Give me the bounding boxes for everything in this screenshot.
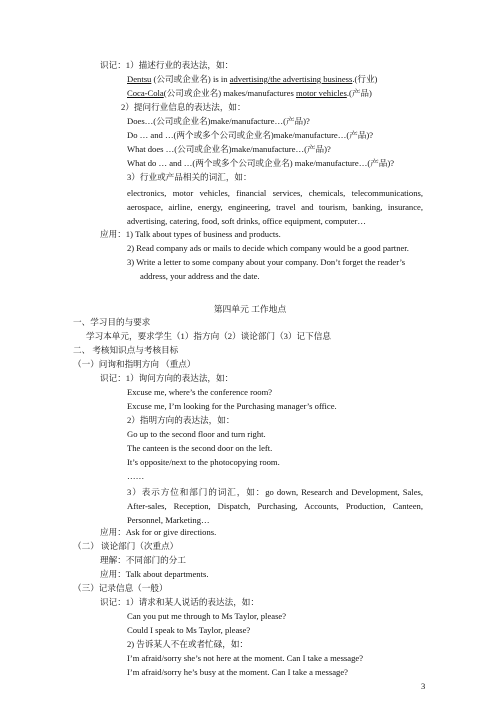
text-line: Does…(公司或企业名)make/manufacture…(产品)? (127, 116, 310, 126)
text-line: I’m afraid/sorry he’s busy at the moment. Can I take a message? (127, 667, 348, 677)
text-line (127, 74, 377, 85)
subsection-heading: （二） 谈论部门（次重点） (73, 541, 179, 551)
product-term: motor vehicles (295, 88, 347, 98)
text-line: It’s opposite/next to the photocopying room. (127, 457, 280, 467)
text-line: 识记：1）描述行业的表达法，如： (100, 60, 234, 70)
text-line: I’m afraid/sorry she’s not here at the moment. Can I take a message? (127, 653, 364, 663)
text-line: 识记：1）请求和某人说话的表达法，如： (100, 597, 259, 607)
text-line: 应用：Talk about departments. (100, 569, 209, 579)
text-line: address, your address and the date. (140, 271, 260, 281)
text-line: 2) 告诉某人不在或者忙碌，如： (127, 639, 249, 649)
text-line: 学习本单元，要求学生（1）指方向（2）谈论部门（3）记下信息 (86, 331, 331, 341)
section-heading: 一、学习目的与要求 (73, 317, 151, 327)
text-span: (公司或企业名) makes/manufactures (163, 88, 296, 98)
vocabulary-paragraph: 3）表示方位和部门的词汇，如：go down, Research and Development, Sales, After-sales, Reception, Dispatch, Purchasing, Accounts, Production, Canteen, Personnel, Marketing… (127, 487, 423, 525)
vocabulary-paragraph: electronics, motor vehicles, financial services, chemicals, telecommunications, aerospace, airline, energy, engineering, travel and tourism, banking, insurance, advertising, catering, food, soft drinks, office equipment, computer… (127, 188, 423, 226)
text-line: What does …(公司或企业名)make/manufacture…(产品)? (127, 144, 331, 154)
text-line: …… (127, 471, 145, 481)
text-line: Can you put me through to Ms Taylor, please? (127, 611, 287, 621)
text-line: Do … and …(两个或多个公司或企业名)make/manufacture…(产品)? (127, 130, 374, 140)
text-line: Could I speak to Ms Taylor, please? (127, 625, 251, 635)
industry-term: advertising/the advertising business (229, 74, 353, 84)
text-line: Excuse me, where’s the conference room? (127, 387, 273, 397)
text-line: 2）指明方向的表达法，如： (127, 415, 235, 425)
text-line: The canteen is the second door on the left. (127, 443, 273, 453)
section-heading: 二、 考核知识点与考核目标 (73, 345, 179, 355)
page-number: 3 (421, 681, 426, 691)
text-line: 3) Write a letter to some company about your company. Don’t forget the reader’s (127, 257, 406, 267)
text-line: 2) Read company ads or mails to decide which company would be a good partner. (127, 243, 409, 253)
company-name: Dentsu (127, 74, 152, 84)
text-line (127, 88, 372, 99)
text-line: Excuse me, I’m looking for the Purchasing manager’s office. (127, 401, 337, 411)
text-line: 2）提问行业信息的表达法，如： (121, 102, 246, 112)
text-line: Go up to the second floor and turn right. (127, 429, 266, 439)
text-span: .(产品) (346, 88, 372, 98)
subsection-heading: （三）记录信息（一般） (73, 583, 168, 593)
text-line: 3）行业或产品相关的词汇，如： (127, 172, 252, 182)
text-line: 应用：Ask for or give directions. (100, 527, 217, 537)
text-span: .(行业) (352, 74, 378, 84)
company-name: Coca-Cola (127, 88, 164, 98)
text-span: (公司或企业名) is in (151, 74, 230, 84)
text-line: 理解：不同部门的分工 (100, 555, 186, 565)
text-line: 应用：1) Talk about types of business and products. (100, 229, 281, 239)
text-line: 识记：1）询问方向的表达法，如： (100, 373, 234, 383)
unit-title: 第四单元 工作地点 (213, 304, 287, 314)
subsection-heading: （一）问询和指明方向 （重点） (73, 359, 196, 369)
text-line: What do … and …(两个或多个公司或企业名) make/manufacture…(产品)? (127, 158, 395, 168)
